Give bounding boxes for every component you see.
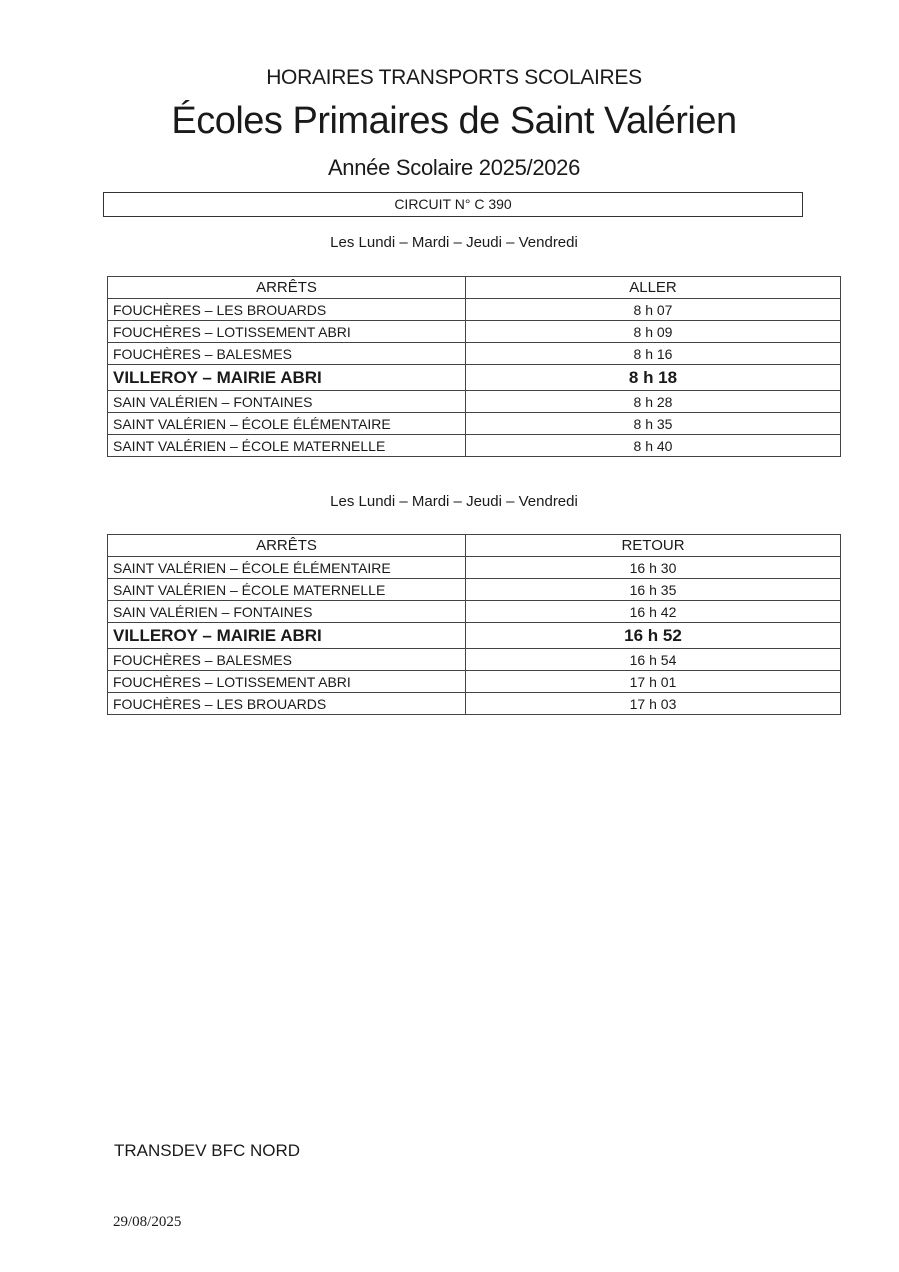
table-row bbox=[108, 435, 841, 457]
stop-time: 8 h 07 bbox=[466, 299, 841, 321]
stop-time: 17 h 01 bbox=[466, 671, 841, 693]
stop-name: SAINT VALÉRIEN – ÉCOLE MATERNELLE bbox=[108, 579, 466, 601]
column-header-aller: ALLER bbox=[466, 277, 841, 299]
table-row bbox=[108, 623, 841, 649]
stop-name: SAIN VALÉRIEN – FONTAINES bbox=[108, 391, 466, 413]
document-date: 29/08/2025 bbox=[113, 1214, 182, 1230]
page-title: Écoles Primaires de Saint Valérien bbox=[171, 100, 737, 142]
stop-time: 17 h 03 bbox=[466, 693, 841, 715]
table-row bbox=[108, 343, 841, 365]
header-line-1: HORAIRES TRANSPORTS SCOLAIRES bbox=[266, 66, 642, 89]
stop-time: 16 h 42 bbox=[466, 601, 841, 623]
school-year: Année Scolaire 2025/2026 bbox=[327, 155, 581, 180]
stop-name: FOUCHÈRES – LOTISSEMENT ABRI bbox=[108, 671, 466, 693]
table-row bbox=[108, 601, 841, 623]
retour-days: Les Lundi – Mardi – Jeudi – Vendredi bbox=[330, 493, 578, 510]
company-name: TRANSDEV BFC NORD bbox=[114, 1141, 301, 1160]
stop-time: 8 h 16 bbox=[466, 343, 841, 365]
retour-schedule-table bbox=[107, 534, 841, 715]
stop-time: 16 h 35 bbox=[466, 579, 841, 601]
table-row bbox=[108, 557, 841, 579]
stop-time: 8 h 35 bbox=[466, 413, 841, 435]
stop-time: 8 h 09 bbox=[466, 321, 841, 343]
stop-name: SAIN VALÉRIEN – FONTAINES bbox=[108, 601, 466, 623]
stop-name: VILLEROY – MAIRIE ABRI bbox=[108, 365, 466, 391]
stop-time: 16 h 30 bbox=[466, 557, 841, 579]
stop-name: SAINT VALÉRIEN – ÉCOLE MATERNELLE bbox=[108, 435, 466, 457]
stop-name: FOUCHÈRES – LES BROUARDS bbox=[108, 299, 466, 321]
stop-time: 8 h 40 bbox=[466, 435, 841, 457]
table-row bbox=[108, 299, 841, 321]
stop-name: FOUCHÈRES – LES BROUARDS bbox=[108, 693, 466, 715]
stop-name: SAINT VALÉRIEN – ÉCOLE ÉLÉMENTAIRE bbox=[108, 557, 466, 579]
stop-time: 8 h 28 bbox=[466, 391, 841, 413]
stop-name: FOUCHÈRES – LOTISSEMENT ABRI bbox=[108, 321, 466, 343]
table-row bbox=[108, 671, 841, 693]
aller-schedule-table bbox=[107, 276, 841, 457]
table-header-row bbox=[108, 535, 841, 557]
table-row bbox=[108, 391, 841, 413]
stop-time: 8 h 18 bbox=[466, 365, 841, 391]
table-row bbox=[108, 579, 841, 601]
stop-name: FOUCHÈRES – BALESMES bbox=[108, 343, 466, 365]
table-row bbox=[108, 413, 841, 435]
table-header-row bbox=[108, 277, 841, 299]
table-row bbox=[108, 649, 841, 671]
stop-time: 16 h 52 bbox=[466, 623, 841, 649]
column-header-stops: ARRÊTS bbox=[108, 535, 466, 557]
stop-name: FOUCHÈRES – BALESMES bbox=[108, 649, 466, 671]
stop-name: VILLEROY – MAIRIE ABRI bbox=[108, 623, 466, 649]
table-row bbox=[108, 693, 841, 715]
circuit-number: CIRCUIT N° C 390 bbox=[103, 192, 803, 217]
table-row bbox=[108, 365, 841, 391]
table-row bbox=[108, 321, 841, 343]
column-header-retour: RETOUR bbox=[466, 535, 841, 557]
stop-name: SAINT VALÉRIEN – ÉCOLE ÉLÉMENTAIRE bbox=[108, 413, 466, 435]
column-header-stops: ARRÊTS bbox=[108, 277, 466, 299]
stop-time: 16 h 54 bbox=[466, 649, 841, 671]
aller-days: Les Lundi – Mardi – Jeudi – Vendredi bbox=[330, 234, 578, 251]
